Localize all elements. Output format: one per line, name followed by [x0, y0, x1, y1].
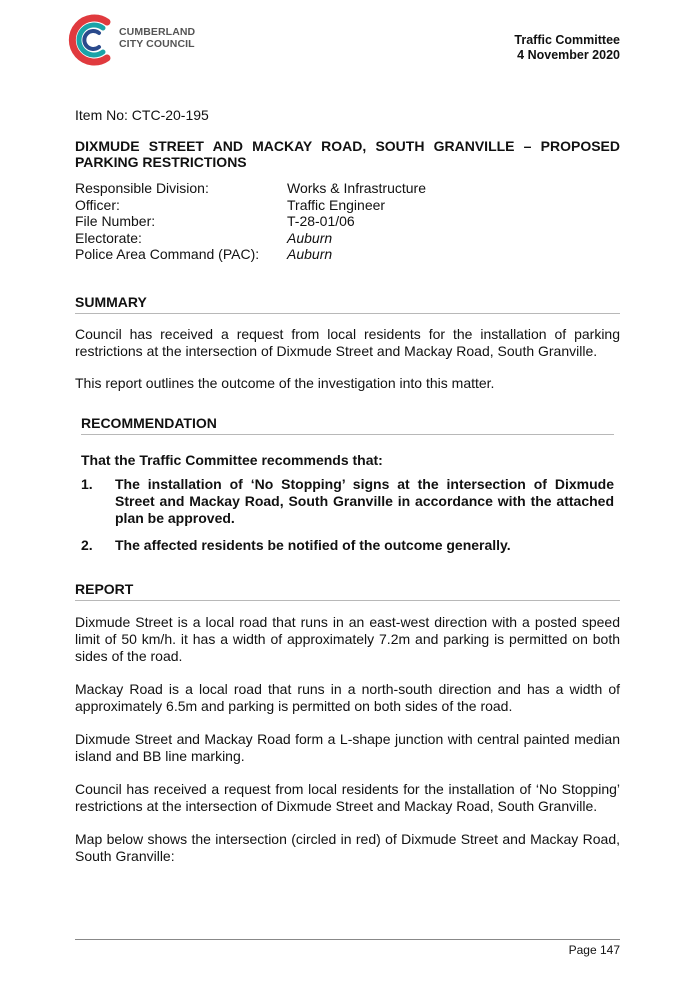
- summary-paragraph-2: This report outlines the outcome of the investigation into this matter.: [75, 375, 495, 391]
- report-paragraph-1: Dixmude Street is a local road that runs in an east-west direction with a posted speed limit of 50 km/h. it has a width of approximately 7.2m and parking is permitted on both sides of the road.: [75, 614, 620, 664]
- recommendation-list: [81, 476, 614, 564]
- meta-label: Police Area Command (PAC):: [75, 246, 260, 262]
- meeting-name: Traffic Committee: [514, 33, 620, 47]
- list-item-number: 1.: [81, 476, 93, 492]
- summary-paragraph-1: Council has received a request from local residents for the installation of parking restrictions at the intersection of Dixmude Street and Mackay Road, South Granville.: [75, 326, 620, 359]
- meta-label: Electorate:: [75, 229, 142, 246]
- meta-value: Traffic Engineer: [287, 196, 386, 213]
- council-logo: [67, 12, 217, 68]
- page-number: Page 147: [568, 943, 620, 957]
- recommendation-section: [81, 415, 614, 553]
- footer-divider: [75, 939, 620, 940]
- report-paragraph-4: Council has received a request from local residents for the installation of ‘No Stopping’ restrictions at the intersection of Dixmude Street and Mackay Road, South Granville.: [75, 781, 620, 814]
- report-heading: REPORT: [75, 581, 620, 601]
- list-item-text: The installation of ‘No Stopping’ signs at the intersection of Dixmude Street and Mackay Road, South Granville in accordance with the attached plan be approved.: [115, 476, 614, 526]
- recommendation-lead: That the Traffic Committee recommends that:: [81, 452, 383, 468]
- report-metadata: [75, 180, 426, 263]
- meta-label: Responsible Division:: [75, 180, 209, 196]
- list-item-number: 2.: [81, 537, 93, 553]
- report-title: DIXMUDE STREET AND MACKAY ROAD, SOUTH GRANVILLE – PROPOSED PARKING RESTRICTIONS: [75, 138, 620, 170]
- item-number: Item No: CTC-20-195: [75, 107, 209, 123]
- recommendation-heading: RECOMMENDATION: [81, 415, 614, 435]
- meeting-date: 4 November 2020: [517, 48, 620, 62]
- meeting-header: [514, 33, 620, 63]
- meta-value: Auburn: [287, 229, 333, 246]
- report-paragraph-3: Dixmude Street and Mackay Road form a L-shape junction with central painted median island and BB line marking.: [75, 731, 620, 764]
- council-name: [119, 26, 195, 50]
- meta-row-officer: [75, 197, 426, 214]
- meta-row-file-number: [75, 213, 426, 230]
- list-item-text: The affected residents be notified of the outcome generally.: [115, 537, 511, 553]
- report-paragraph-5: Map below shows the intersection (circled in red) of Dixmude Street and Mackay Road, South Granville:: [75, 831, 620, 864]
- summary-heading: SUMMARY: [75, 294, 620, 314]
- org-line-1: CUMBERLAND: [119, 26, 196, 38]
- meta-label: File Number:: [75, 213, 156, 229]
- list-item: [81, 537, 614, 554]
- meta-label: Officer:: [75, 196, 120, 213]
- list-item: [81, 476, 614, 527]
- meta-row-division: [75, 180, 426, 197]
- meta-value: Works & Infrastructure: [287, 180, 427, 196]
- meta-row-pac: [75, 246, 426, 263]
- council-logo-icon: [67, 12, 115, 68]
- meta-value: Auburn: [287, 246, 333, 262]
- org-line-2: CITY COUNCIL: [119, 38, 195, 50]
- meta-row-electorate: [75, 230, 426, 247]
- meta-value: T-28-01/06: [287, 213, 355, 229]
- report-paragraph-2: Mackay Road is a local road that runs in a north-south direction and has a width of approximately 6.5m and parking is permitted on both sides of the road.: [75, 681, 620, 714]
